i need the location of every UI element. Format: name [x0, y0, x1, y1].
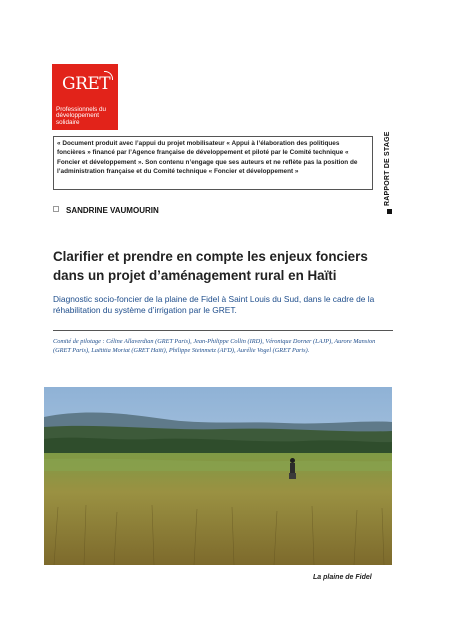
- cover-photo: [44, 387, 392, 565]
- author-line: [53, 206, 159, 218]
- photo-caption: La plaine de Fidel: [313, 574, 372, 581]
- logo-tagline-line: Professionnels du: [56, 106, 107, 113]
- logo-tagline-line: solidaire: [56, 118, 80, 126]
- document-subtitle: Diagnostic socio-foncier de la plaine de Fidel à Saint Louis du Sud, dans le cadre de la réhabilitation du système d’irrigation par le GRET.: [53, 294, 375, 315]
- logo-wordmark: GRET: [62, 74, 111, 94]
- side-label-text: RAPPORT DE STAGE: [384, 131, 391, 206]
- logo-tagline: [56, 107, 118, 126]
- gret-logo: [52, 64, 118, 130]
- checkbox-icon: [53, 206, 59, 212]
- side-marker: [387, 209, 392, 214]
- logo-tagline-line: développement: [56, 112, 100, 120]
- side-label: [382, 108, 396, 220]
- author-name: SANDRINE VAUMOURIN: [66, 206, 159, 215]
- document-title: Clarifier et prendre en compte les enjeux fonciers dans un projet d’aménagement rural en Haïti: [53, 249, 368, 283]
- disclaimer-box: « Document produit avec l’appui du projet mobilisateur « Appui à l’élaboration des politiques foncières » financé par l’Agence française de développement et piloté par le Comité technique « Foncier et développement ». Son contenu n’engage que ses auteurs et ne reflète pas la position de l’administration française et du Comité technique « Foncier et développement »: [53, 136, 373, 190]
- divider: [53, 330, 393, 331]
- steering-committee: Comité de pilotage : Céline Allaverdian (GRET Paris), Jean-Philippe Collin (IRD), Véronique Dorner (LAJP), Aurore Mansion (GRET Paris), Laëtitia Moriat (GRET Haïti), Philippe Steinmetz (AFD), Aurélie Vogel (GRET Paris).: [53, 338, 376, 354]
